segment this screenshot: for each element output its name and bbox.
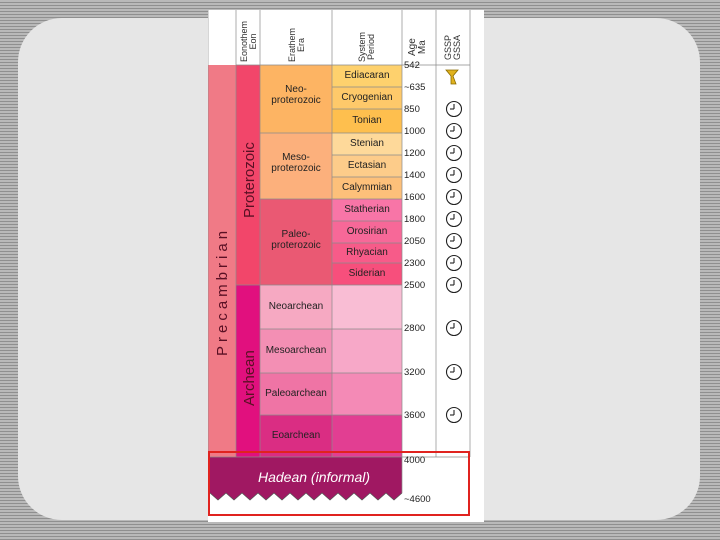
period-siderian: Siderian [348,268,386,279]
hadean-highlight-box [208,451,470,516]
age-label: 1400 [404,170,426,181]
age-label: 1800 [404,214,426,225]
header-system: System Period [357,31,376,62]
precambrian-label: Precambrian [214,226,231,356]
age-label: 1600 [404,192,426,203]
hadean-label: Hadean (informal) [258,469,371,485]
era-mesoproterozoic: Meso- proterozoic [271,152,321,174]
mesoarchean-period-cell [332,329,402,373]
age-label: 850 [404,104,420,115]
period-orosirian: Orosirian [346,226,388,237]
period-ediacaran: Ediacaran [344,70,390,81]
header-gssp: GSSP GSSA [443,34,462,60]
period-statherian: Statherian [344,204,390,215]
period-ectasian: Ectasian [347,160,387,171]
clock-icon [447,146,462,161]
neoarchean-period-cell [332,285,402,329]
era-paleoarchean: Paleoarchean [265,388,327,399]
age-label: 3600 [404,410,426,421]
period-cryogenian: Cryogenian [341,92,393,103]
age-label: 542 [404,60,420,71]
clock-icon [447,234,462,249]
proterozoic-label: Proterozoic [241,142,258,218]
archean-label: Archean [241,350,258,406]
age-label: ~4600 [404,494,431,505]
paleoarchean-period-cell [332,373,402,415]
header-age: Age Ma [407,38,428,56]
age-label: 2050 [404,236,426,247]
golden-spike-icon [446,70,458,84]
clock-icon [447,212,462,227]
era-mesoarchean: Mesoarchean [265,345,327,356]
period-stenian: Stenian [350,138,384,149]
clock-icon [447,190,462,205]
era-eoarchean: Eoarchean [271,430,321,441]
header-erathem: Erathem Era [287,27,306,62]
era-paleoproterozoic: Paleo- proterozoic [271,229,321,251]
age-label: 2800 [404,323,426,334]
era-neoproterozoic: Neo- proterozoic [271,84,321,106]
era-neoarchean: Neoarchean [268,301,324,312]
clock-icon [447,365,462,380]
period-rhyacian: Rhyacian [346,247,388,258]
clock-icon [447,278,462,293]
period-tonian: Tonian [352,115,382,126]
clock-icon [447,256,462,271]
header-eonothem: Eonothem Eon [239,20,258,62]
age-label: 2500 [404,280,426,291]
age-label: ~635 [404,82,426,93]
period-calymmian: Calymmian [341,182,392,193]
clock-icon [447,321,462,336]
age-label: 1000 [404,126,426,137]
geologic-time-scale-figure [208,10,484,522]
age-label: 1200 [404,148,426,159]
time-scale-svg [208,10,484,522]
age-label: 3200 [404,367,426,378]
clock-icon [447,102,462,117]
clock-icon [447,124,462,139]
age-label: 4000 [404,455,426,466]
clock-icon [447,168,462,183]
clock-icon [447,408,462,423]
age-label: 2300 [404,258,426,269]
